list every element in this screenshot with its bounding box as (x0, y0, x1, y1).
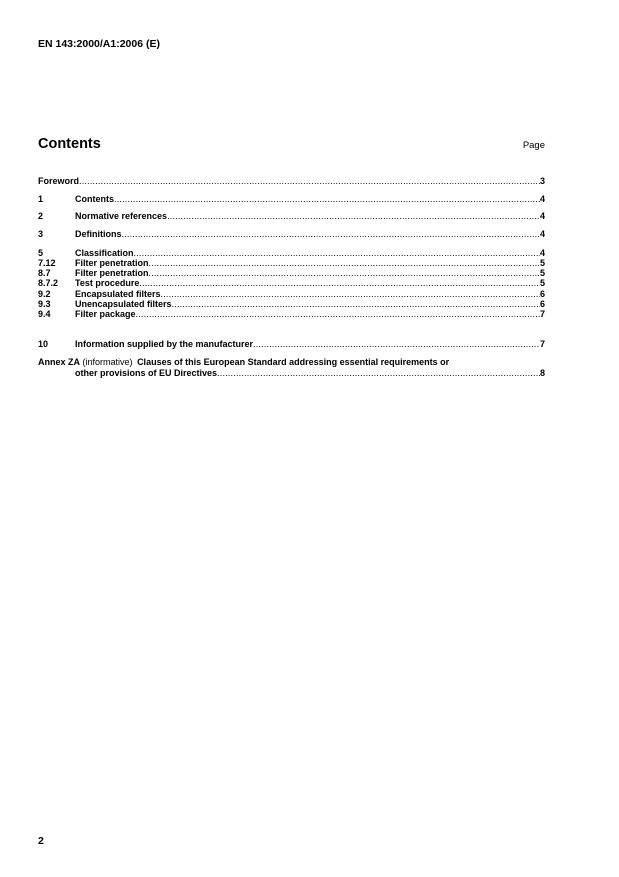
toc-entry-title: Encapsulated filters (75, 289, 161, 299)
contents-heading: Contents (38, 136, 101, 152)
toc-entry-2[interactable] (38, 211, 545, 221)
toc-entry-number: 8.7.2 (38, 278, 59, 288)
toc-entry-title: Contents (75, 194, 114, 204)
toc-entry-page: 4 (539, 229, 545, 239)
toc-entry-page: 5 (539, 278, 545, 288)
toc-entry-annex-za-continued[interactable] (75, 368, 545, 378)
toc-entry-number: 9.3 (38, 299, 51, 309)
toc-entry-9-2[interactable] (38, 289, 545, 299)
toc-entry-page: 4 (539, 248, 545, 258)
toc-entry-title: Test procedure (75, 278, 140, 288)
toc-entry-number: 10 (38, 339, 49, 349)
toc-leader-dots (122, 229, 540, 239)
toc-entry-page: 6 (539, 289, 545, 299)
toc-leader-dots (139, 278, 540, 288)
document-id-header: EN 143:2000/A1:2006 (E) (38, 38, 160, 50)
page-number: 2 (38, 835, 44, 847)
toc-entry-page: 5 (539, 258, 545, 268)
toc-leader-dots (149, 258, 540, 268)
toc-leader-dots (79, 176, 540, 186)
toc-entry-1[interactable] (38, 194, 545, 204)
toc-leader-dots (136, 309, 540, 319)
toc-entry-number: 7.12 (38, 258, 56, 268)
toc-entry-number: 5 (38, 248, 44, 258)
toc-entry-page: 6 (539, 299, 545, 309)
toc-entry-10[interactable] (38, 339, 545, 349)
toc-entry-number: 9.4 (38, 309, 51, 319)
toc-entry-8-7-2[interactable] (38, 278, 545, 288)
toc-entry-title: Filter package (75, 309, 136, 319)
toc-entry-title: Filter penetration (75, 268, 149, 278)
toc-entry-number: 8.7 (38, 268, 51, 278)
toc-leader-dots (253, 339, 540, 349)
toc-entry-8-7[interactable] (38, 268, 545, 278)
annex-qualifier: (informative) (82, 357, 133, 367)
toc-entry-annex-za[interactable] (38, 357, 545, 367)
toc-entry-title: Unencapsulated filters (75, 299, 172, 309)
toc-leader-dots (217, 368, 540, 378)
toc-entry-9-3[interactable] (38, 299, 545, 309)
toc-entry-7-12[interactable] (38, 258, 545, 268)
toc-leader-dots (167, 211, 540, 221)
toc-entry-title: Normative references (75, 211, 168, 221)
page-column-label: Page (522, 140, 545, 151)
annex-title-line2: other provisions of EU Directives (75, 368, 218, 378)
toc-leader-dots (172, 299, 540, 309)
toc-entry-page: 7 (539, 339, 545, 349)
toc-entry-9-4[interactable] (38, 309, 545, 319)
toc-entry-number: 1 (38, 194, 44, 204)
toc-entry-5[interactable] (38, 248, 545, 258)
toc-leader-dots (134, 248, 540, 258)
toc-entry-page: 4 (539, 194, 545, 204)
toc-entry-title: Definitions (75, 229, 122, 239)
toc-leader-dots (161, 289, 540, 299)
toc-entry-title: Foreword (38, 176, 80, 186)
toc-entry-number: 2 (38, 211, 44, 221)
toc-entry-3[interactable] (38, 229, 545, 239)
toc-leader-dots (114, 194, 540, 204)
toc-entry-page: 8 (539, 368, 545, 378)
toc-leader-dots (149, 268, 540, 278)
toc-entry-title: Filter penetration (75, 258, 149, 268)
toc-entry-title: Classification (75, 248, 134, 258)
toc-entry-page: 7 (539, 309, 545, 319)
annex-label: Annex ZA (38, 357, 81, 367)
toc-entry-title: Information supplied by the manufacturer (75, 339, 254, 349)
toc-entry-foreword[interactable] (38, 176, 545, 186)
toc-entry-page: 5 (539, 268, 545, 278)
annex-title-line1: Clauses of this European Standard addressing essential requirements or (137, 357, 450, 367)
toc-entry-number: 3 (38, 229, 44, 239)
toc-entry-page: 4 (539, 211, 545, 221)
toc-entry-page: 3 (539, 176, 545, 186)
toc-entry-number: 9.2 (38, 289, 51, 299)
